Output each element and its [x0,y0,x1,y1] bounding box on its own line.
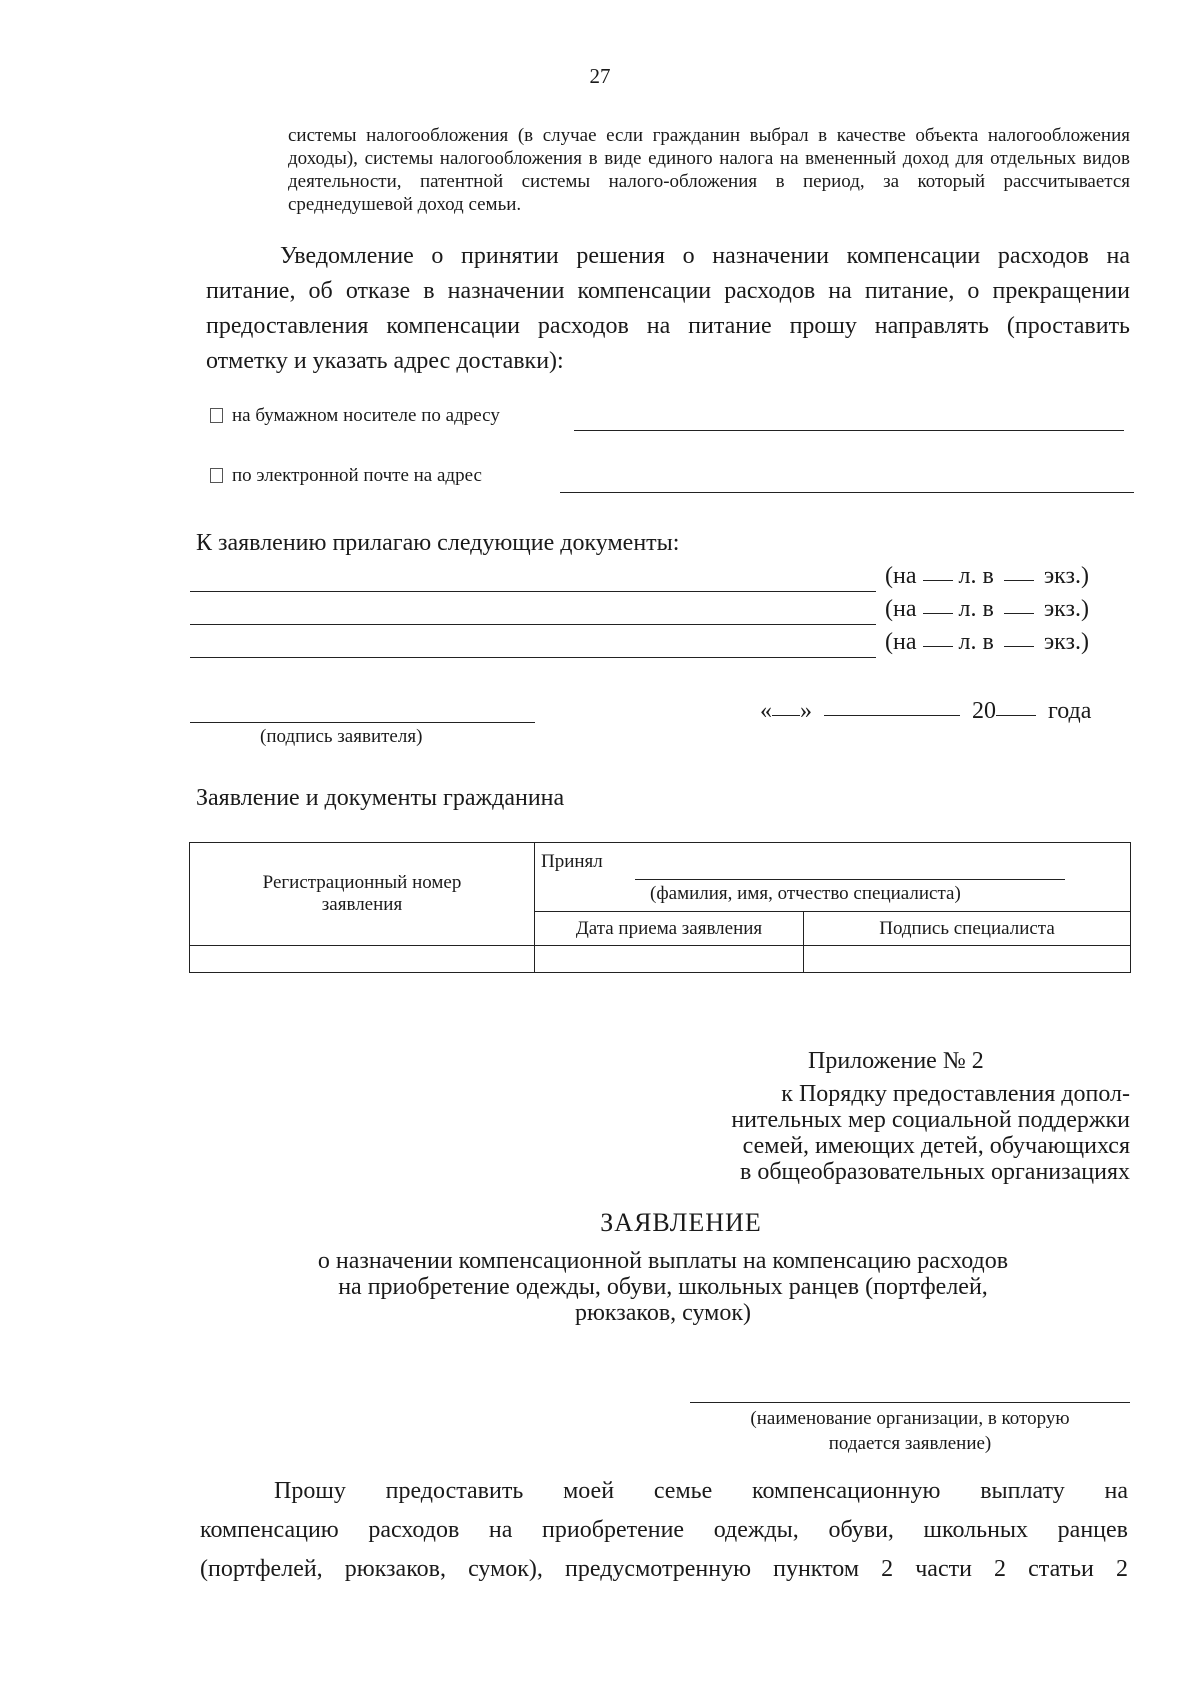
day-field[interactable] [772,715,800,716]
date-received-header: Дата приема заявления [535,912,804,946]
organization-caption [690,1406,1130,1456]
row-mid: л. в [958,629,994,655]
email-label: по электронной почте на адрес [232,465,482,486]
copies-field[interactable] [1004,646,1034,647]
application-title: ЗАЯВЛЕНИЕ [600,1208,762,1237]
pages-field[interactable] [923,613,953,614]
paper-label: на бумажном носителе по адресу [232,405,500,426]
delivery-option-email [208,465,1133,495]
appendix-title: Приложение № 2 [808,1048,984,1074]
row-close: экз.) [1043,563,1089,589]
delivery-option-paper [208,405,1133,435]
pages-field[interactable] [923,580,953,581]
subtitle-line: рюкзаков, сумок) [574,1300,752,1326]
reg-number-label: Регистрационный номер заявления [262,872,462,915]
copies-field[interactable] [1004,580,1034,581]
body-line: Прошу предоставить моей семье компенсационную выплату на [274,1478,1128,1504]
appendix-line: в общеобразовательных организациях [740,1159,1130,1185]
row-open: (на [885,629,917,655]
specialist-caption: (фамилия, имя, отчество специалиста) [650,883,961,904]
body-line: (портфелей, рюкзаков, сумок), предусмотренную пунктом 2 части 2 статьи 2 [200,1556,1128,1582]
tax-system-paragraph: системы налогообложения (в случае если гражданин выбрал в качестве объекта налогообложения доходы), системы налогообложения в виде единого налога на вмененный доход для отдельных видов деятельности, патентной системы налого-обложения в период, за который рассчитывается среднедушевой доход семьи. [288,125,1130,215]
appendix-line: к Порядку предоставления допол- [781,1081,1130,1107]
org-caption-line: подается заявление) [828,1433,992,1454]
row-open: (на [885,563,917,589]
specialist-signature-header: Подпись специалиста [804,912,1131,946]
appendix-text [690,1081,1130,1185]
signature-caption: (подпись заявителя) [260,726,423,747]
attachment-doc-field[interactable] [190,591,876,592]
accepted-cell [535,843,1131,912]
row-close: экз.) [1043,629,1089,655]
paper-checkbox[interactable] [210,408,223,423]
date-quote-open: « [760,698,772,724]
body-line: компенсацию расходов на приобретение одежды, обуви, школьных ранцев [200,1517,1128,1543]
attachment-row [190,563,1130,593]
attachment-doc-field[interactable] [190,657,876,658]
paper-address-field[interactable] [574,430,1124,431]
date-received-value[interactable] [535,946,804,973]
row-mid: л. в [958,563,994,589]
email-address-field[interactable] [560,492,1134,493]
attachment-doc-field[interactable] [190,624,876,625]
appendix-line: семей, имеющих детей, обучающихся [742,1133,1130,1159]
email-checkbox[interactable] [210,468,223,483]
pages-field[interactable] [923,646,953,647]
accepted-label: Принял [541,851,603,872]
registration-heading: Заявление и документы гражданина [196,785,565,811]
row-open: (на [885,596,917,622]
date-quote-close: » [800,698,812,724]
registration-table [189,842,1131,973]
reg-number-value[interactable] [190,946,535,973]
year-suffix: года [1048,698,1092,724]
application-body [200,1472,1128,1589]
subtitle-line: о назначении компенсационной выплаты на компенсацию расходов [317,1248,1009,1274]
attachment-row [190,629,1130,659]
row-close: экз.) [1043,596,1089,622]
date-block [760,698,1140,725]
year-prefix: 20 [972,698,996,724]
subtitle-line: на приобретение одежды, обуви, школьных ранцев (портфелей, [338,1274,988,1300]
specialist-signature-value[interactable] [804,946,1131,973]
attachments-heading: К заявлению прилагаю следующие документы: [196,530,680,556]
attachment-row [190,596,1130,626]
specialist-name-field[interactable] [635,879,1065,880]
copies-field[interactable] [1004,613,1034,614]
page-number: 27 [589,64,611,88]
org-caption-line: (наименование организации, в которую [750,1408,1070,1429]
reg-number-cell [190,843,535,946]
row-mid: л. в [958,596,994,622]
organization-name-field[interactable] [690,1402,1130,1403]
applicant-signature-field[interactable] [190,722,535,723]
month-field[interactable] [824,715,960,716]
notification-paragraph: Уведомление о принятии решения о назначении компенсации расходов на питание, об отказе в назначении компенсации расходов на питание, о прекращении предоставления компенсации расходов на питание прошу направлять (проставить отметку и указать адрес доставки): [206,243,1130,374]
year-field[interactable] [996,715,1036,716]
application-subtitle [200,1248,1126,1326]
appendix-line: нительных мер социальной поддержки [731,1107,1130,1133]
